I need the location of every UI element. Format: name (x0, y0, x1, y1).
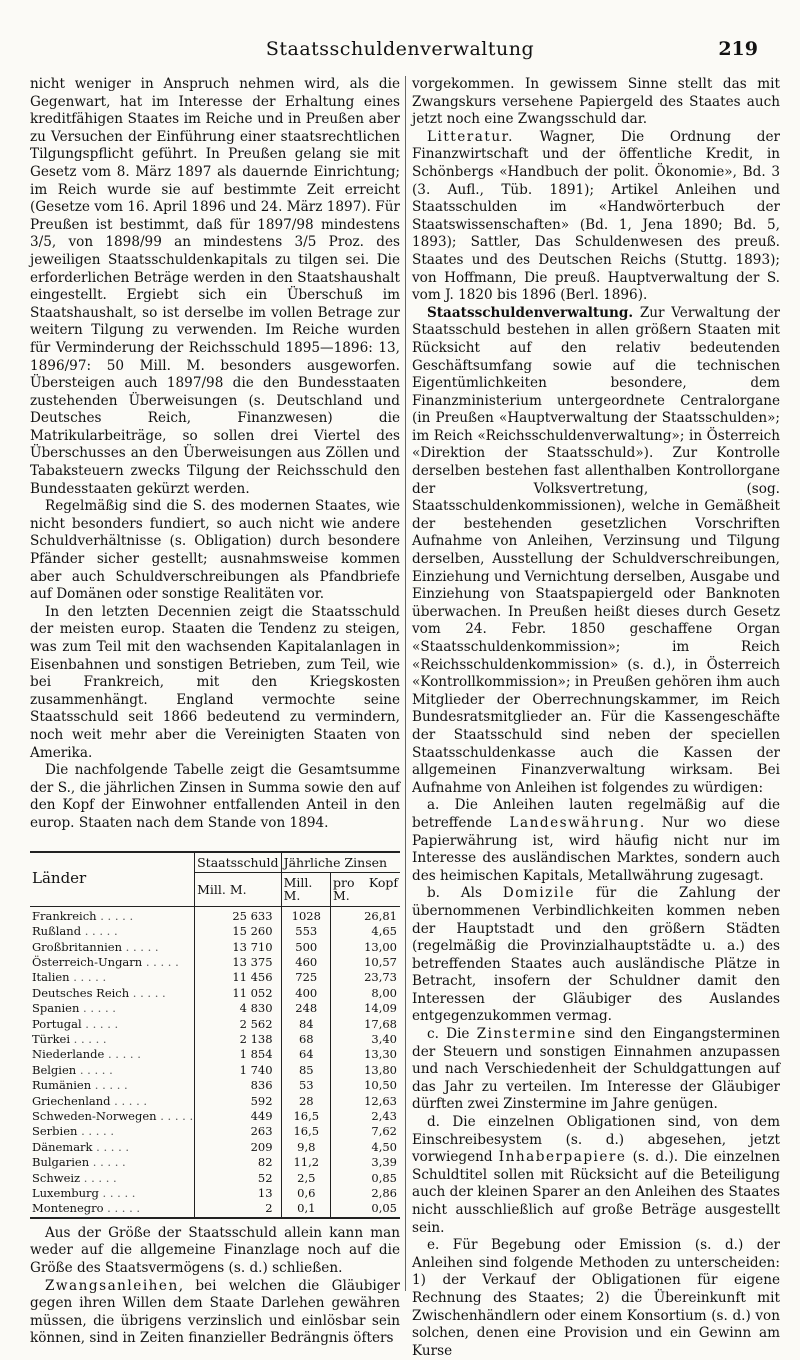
debt-cell: 263 (195, 1124, 281, 1139)
entry-text: Zur Verwaltung der Staatsschuld bestehen in allen größern Staaten mit Rücksicht auf den relativ bedeutenden Geschäftsumfang sowie auf die technischen Eigentümlichkeiten besondere, dem Finanzministerium untergeordnete Centralorgane (in Preußen «Hauptverwaltung der Staatsschulden»; im Reich «Reichsschuldenverwaltung»; in Österreich «Direktion der Staatsschuld»). Zur Kontrolle derselben bestehen fast allenthalben Kontrollorgane der Volksvertretung, (sog. Staatsschuldenkommissionen), welche in Gemäßheit der bestehenden gesetzlichen Vorschriften Aufnahme von Anleihen, Verzinsung und Tilgung derselben, Ausstellung der Schuldverschreibungen, Einziehung und Vernichtung derselben, Ausgabe und Einziehung von Staatspapiergeld oder Banknoten überwachen. In Preußen heißt dieses durch Gesetz vom 24. Febr. 1850 geschaffene Organ «Staatsschuldenkommission»; im Reich «Reichsschuldenkommission» (s. d.), in Österreich «Kontrollkommission»; in Preußen gehören ihm auch Mitglieder der Oberrechnungskammer, im Reich Bundesratsmitglieder an. Für die Kassengeschäfte der Staatsschuld sind neben der speciellen Staatsschuldenkasse auch die Kassen der allgemeinen Finanzverwaltung wirksam. Bei Aufnahme von Anleihen ist folgendes zu würdigen: (412, 304, 780, 796)
leader-dots: . . . . . (81, 924, 118, 939)
table-row (30, 955, 400, 970)
leader-dots: . . . . . (70, 1032, 107, 1046)
leader-dots: . . . . . (80, 1170, 117, 1185)
item-d-post: (s. d.). Die einzelnen Schuldtitel sollen mit Rücksicht auf die Beteiligung auch der kleinen Sparer an den Anleihen des Staates nicht ausschließlich auf große Beträge ausgestellt sein. (412, 1149, 780, 1236)
per-capita-cell: 17,68 (364, 1016, 397, 1031)
interest-cell: 84 (281, 1017, 330, 1032)
item-c (412, 1026, 780, 1114)
country-cell: Rumänien . . . . . (30, 1078, 195, 1093)
debt-cell: 2 (195, 1201, 281, 1217)
debt-cell: 2 138 (195, 1032, 281, 1047)
right-paragraph-1: vorgekommen. In gewissem Sinne stellt das mit Zwangskurs versehene Papiergeld des Staates auch jetzt noch eine Zwangsschuld dar. (412, 76, 780, 128)
interest-cell: 28 (281, 1094, 330, 1109)
debt-cell: 11 456 (195, 970, 281, 985)
table-row (30, 924, 400, 939)
leader-dots: . . . . . (103, 1201, 141, 1216)
table-header-zinsen: Jährliche Zinsen (281, 852, 400, 873)
leader-dots: . . . . . (81, 1016, 119, 1031)
debt-cell: 13 375 (195, 955, 281, 970)
column-divider (405, 76, 406, 1291)
table-header-staatsschuld: Staatsschuld (195, 852, 281, 873)
debt-cell: 836 (195, 1078, 281, 1093)
interest-cell: 1028 (281, 906, 330, 924)
interest-cell: 2,5 (281, 1171, 330, 1186)
leader-dots: . . . . . (79, 1001, 116, 1016)
debt-cell: 13 (195, 1186, 281, 1201)
per-capita-cell: 26,81 (364, 908, 397, 923)
literature-text: Wagner, Die Ordnung der Finanzwirtschaft und der öffentliche Kredit, in Schönbergs «Handbuch der polit. Ökonomie», Bd. 3 (3. Aufl., Tüb. 1891); Artikel Anleihen und Staatsschulden im «Handwörterbuch der Staatswissenschaften» (Bd. 1, Jena 1890; Bd. 5, 1893); Sattler, Das Schuldenwesen des preuß. Staates und des Deutschen Reichs (Stuttg. 1893); von Hoffmann, Die preuß. Hauptverwaltung der S. vom J. 1820 bis 1896 (Berl. 1896). (412, 128, 780, 304)
per-capita-cell: 3,40 (371, 1032, 397, 1046)
table-row (30, 1171, 400, 1186)
interest-cell: 460 (281, 955, 330, 970)
item-b-term: Domizile (502, 885, 576, 902)
item-a-term: Landeswährung (509, 814, 640, 831)
left-column (30, 76, 400, 1348)
per-capita-cell: 13,80 (364, 1062, 397, 1077)
per-capita-cell: 23,73 (364, 970, 397, 985)
country-cell: Serbien . . . . . (30, 1124, 195, 1139)
literature-paragraph (412, 129, 780, 305)
item-a-pre: a. Die Anleihen lauten regelmäßig auf die betreffende (412, 797, 780, 831)
country-cell: Montenegro . . . . . (30, 1201, 195, 1217)
country-cell: Schweden-Norwegen . . . . . (32, 1109, 194, 1124)
interest-cell: 16,5 (281, 1109, 330, 1124)
table-row (30, 1047, 400, 1062)
debt-cell: 1 854 (195, 1047, 281, 1062)
interest-cell: 53 (281, 1078, 330, 1093)
leader-dots: . . . . . (91, 1078, 128, 1093)
table-row (30, 1201, 400, 1217)
debt-cell: 11 052 (195, 986, 281, 1001)
per-capita-cell: 13,30 (364, 1047, 397, 1062)
interest-cell: 553 (281, 924, 330, 939)
running-title: Staatsschuldenverwaltung (265, 38, 535, 60)
table-row (30, 940, 400, 955)
interest-cell: 16,5 (281, 1124, 330, 1139)
country-cell: Frankreich . . . . . (30, 906, 195, 924)
debt-cell: 592 (195, 1094, 281, 1109)
country-cell: Luxemburg . . . . . (30, 1186, 195, 1201)
debt-cell: 82 (195, 1155, 281, 1170)
zwangsanleihen-term: Zwangsanleihen (44, 1277, 179, 1294)
country-cell: Portugal . . . . . (30, 1017, 195, 1032)
table-row (30, 1078, 400, 1093)
country-cell: Großbritannien . . . . . (30, 940, 195, 955)
debt-cell: 15 260 (195, 924, 281, 939)
table-row (30, 986, 400, 1001)
item-a-post: . Nur wo diese Papierwährung ist, wird häufig nicht nur im Interesse des ausländischen Marktes, sondern auch des heimischen Kapitals, Metallwährung zugesagt. (412, 814, 780, 884)
leader-dots: . . . . . (156, 1109, 194, 1124)
per-capita-cell: 2,43 (371, 1109, 397, 1124)
per-capita-cell: 2,86 (371, 1186, 397, 1201)
country-cell: Bulgarien . . . . . (30, 1155, 195, 1170)
per-capita-cell: 10,57 (364, 954, 397, 969)
per-capita-cell: 3,39 (371, 1155, 397, 1170)
literature-label: Litteratur. (426, 128, 514, 145)
country-cell: Belgien . . . . . (30, 1063, 195, 1078)
item-e: e. Für Begebung oder Emission (s. d.) der Anleihen sind folgende Methoden zu unterscheiden: 1) der Verkauf der Obligationen für eigene Rechnung des Staates; 2) die Übereinkunft mit Zwischenhändlern oder einem Konsortium (s. d.) von solchen, denen eine Provision und ein Gewinn am Kurse (412, 1237, 780, 1359)
left-paragraph-3: In den letzten Decennien zeigt die Staatsschuld der meisten europ. Staaten die Tendenz zu steigen, was zum Teil mit den wachsenden Kapitalanlagen in Eisenbahnen und sonstigen Betrieben, zum Teil, wie bei Frankreich, mit den Kriegskosten zusammenhängt. England vermochte seine Staatsschuld seit 1866 bedeutend zu vermindern, noch weit mehr aber die Vereinigten Staaten von Amerika. (30, 603, 400, 761)
debt-cell: 2 562 (195, 1017, 281, 1032)
table-row (30, 1109, 400, 1124)
per-capita-cell: 4,50 (371, 1139, 397, 1154)
table-subheader-2: Mill. M. (281, 872, 330, 906)
left-paragraph-5: Aus der Größe der Staatsschuld allein kann man weder auf die allgemeine Finanzlage noch auf die Größe des Staatsvermögens (s. d.) schließen. (30, 1224, 400, 1277)
debt-cell: 449 (195, 1109, 281, 1124)
per-capita-cell: 12,63 (364, 1093, 397, 1108)
interest-cell: 0,6 (281, 1186, 330, 1201)
leader-dots: . . . . . (129, 985, 166, 1000)
per-capita-cell: 14,09 (364, 1001, 397, 1016)
item-b-pre: b. Als (426, 885, 503, 902)
item-c-post: sind den Eingangsterminen der Steuern und sonstigen Einnahmen anzupassen und nach Verschiedenheit der Schuldgattungen auf das Jahr zu verteilen. Im Interesse der Gläubiger dürften zwei Zinstermine im Jahre genügen. (412, 1026, 780, 1113)
per-capita-cell: 8,00 (371, 985, 397, 1000)
interest-cell: 0,1 (281, 1201, 330, 1217)
table-row (30, 1155, 400, 1170)
country-cell: Niederlande . . . . . (30, 1047, 195, 1062)
country-cell: Schweiz . . . . . (30, 1171, 195, 1186)
table-header-laender: Länder (30, 852, 195, 907)
debt-cell: 52 (195, 1171, 281, 1186)
debt-cell: 4 830 (195, 1001, 281, 1016)
right-column (412, 76, 780, 1360)
entry-headword: Staatsschuldenverwaltung. (426, 304, 634, 321)
table-row (30, 1032, 400, 1047)
interest-cell: 400 (281, 986, 330, 1001)
interest-cell: 68 (281, 1032, 330, 1047)
item-b-post: für die Zahlung der übernommenen Verbindlichkeiten kommen neben der Hauptstadt und den größern Städten (regelmäßig die Provinzialhauptstädte u. a.) des betreffenden Staates auch ausländische Plätze in Betracht, insofern der Schuldner damit den Interessen der Gläubiger des Auslandes entgegenzukommen vermag. (412, 885, 780, 1025)
debt-cell: 25 633 (195, 906, 281, 924)
country-cell: Deutsches Reich . . . . . (30, 986, 195, 1001)
debt-cell: 13 710 (195, 940, 281, 955)
item-d-term: Inhaberpapiere (498, 1149, 627, 1166)
left-paragraph-6 (30, 1278, 400, 1348)
left-paragraph-6-text: , bei welchen die Gläubiger gegen ihren Willen dem Staate Darlehen gewähren müssen, die übrigens verzinslich und einlösbar sein können, sind in Zeiten finanzieller Bedrängnis öfters (30, 1277, 400, 1347)
table-body (30, 906, 400, 1218)
interest-cell: 85 (281, 1063, 330, 1078)
country-cell: Rußland . . . . . (30, 924, 195, 939)
table-row (30, 1094, 400, 1109)
interest-cell: 248 (281, 1001, 330, 1016)
table-row (30, 1063, 400, 1078)
country-cell: Dänemark . . . . . (30, 1140, 195, 1155)
item-c-pre: c. Die (426, 1026, 477, 1043)
table-row (30, 906, 400, 924)
leader-dots: . . . . . (96, 908, 134, 923)
leader-dots: . . . . . (89, 1155, 126, 1170)
item-b (412, 885, 780, 1026)
item-d-pre: d. Die einzelnen Obligationen sind, von dem Einschreibesystem (s. d.) abgesehen, jetzt vorwiegend (412, 1114, 780, 1166)
leader-dots: . . . . . (69, 970, 107, 985)
entry-paragraph (412, 305, 780, 798)
debt-cell: 1 740 (195, 1063, 281, 1078)
table-subheader-3: pro Kopf M. (331, 872, 401, 906)
country-cell: Italien . . . . . (30, 970, 195, 985)
state-debt-table (30, 851, 400, 1219)
interest-cell: 725 (281, 970, 330, 985)
running-head (0, 38, 800, 68)
table-row (30, 970, 400, 985)
page-number: 219 (718, 38, 758, 60)
per-capita-cell: 0,85 (371, 1170, 397, 1185)
country-cell: Griechenland . . . . . (30, 1094, 195, 1109)
interest-cell: 500 (281, 940, 330, 955)
table-row (30, 1124, 400, 1139)
table-row (30, 1140, 400, 1155)
leader-dots: . . . . . (98, 1186, 136, 1201)
left-paragraph-2: Regelmäßig sind die S. des modernen Staates, wie nicht besonders fundiert, so auch nicht wie andere Schuldverhältnisse (s. Obligation) durch besondere Pfänder sicher gestellt; ausnahmsweise kommen aber auch Schuldverschreibungen als Pfandbriefe auf Domänen oder sonstige Realitäten vor. (30, 498, 400, 603)
debt-cell: 209 (195, 1140, 281, 1155)
table-row (30, 1001, 400, 1016)
per-capita-cell: 4,65 (371, 924, 397, 939)
per-capita-cell: 0,05 (331, 1201, 401, 1217)
leader-dots: . . . . . (76, 1062, 113, 1077)
per-capita-cell: 7,62 (371, 1124, 397, 1139)
per-capita-cell: 13,00 (364, 939, 397, 954)
table-row (30, 1186, 400, 1201)
country-cell: Österreich-Ungarn . . . . . (30, 955, 195, 970)
table-row (30, 1017, 400, 1032)
leader-dots: . . . . . (104, 1047, 141, 1062)
interest-cell: 11,2 (281, 1155, 330, 1170)
leader-dots: . . . . . (110, 1093, 148, 1108)
leader-dots: . . . . . (122, 939, 159, 954)
leader-dots: . . . . . (92, 1139, 130, 1154)
table-subheader-1: Mill. M. (195, 872, 281, 906)
interest-cell: 9,8 (281, 1140, 330, 1155)
item-d (412, 1114, 780, 1237)
left-paragraph-4: Die nachfolgende Tabelle zeigt die Gesamtsumme der S., die jährlichen Zinsen in Summa sowie den auf den Kopf der Einwohner entfallenden Anteil in den europ. Staaten nach dem Stande von 1894. (30, 762, 400, 831)
leader-dots: . . . . . (142, 954, 179, 969)
leader-dots: . . . . . (77, 1124, 114, 1139)
country-cell: Türkei . . . . . (30, 1032, 195, 1047)
item-c-term: Zinstermine (476, 1026, 577, 1043)
left-paragraph-1: nicht weniger in Anspruch nehmen wird, als die Gegenwart, hat im Interesse der Erhaltung eines kreditfähigen Staates im Reiche und in Preußen aber zu Versuchen der Einführung einer staatsrechtlichen Tilgungspflicht geführt. In Preußen gelang sie mit Gesetz vom 8. März 1897 als dauernde Einrichtung; im Reich wurde sie auf bestimmte Zeit erreicht (Gesetze vom 16. April 1896 und 24. März 1897). Für Preußen ist bestimmt, daß für 1897/98 mindestens 3/5, von 1898/99 an mindestens 3/5 Proz. des jeweiligen Staatsschuldenkapitals zu tilgen sei. Die erforderlichen Beträge werden in den Staatshaushalt eingestellt. Ergiebt sich ein Überschuß im Staatshaushalt, so ist derselbe im vollen Betrage zur weitern Tilgung zu verwenden. Im Reiche wurden für Verminderung der Reichsschuld 1895—1896: 13, 1896/97: 50 Mill. M. besonders ausgeworfen. Übersteigen auch 1897/98 die den Bundesstaaten zustehenden Überweisungen (s. Deutschland und Deutsches Reich, Finanzwesen) die Matrikularbeiträge, so sollen drei Viertel des Überschusses an den Überweisungen aus Zöllen und Tabaksteuern zwecks Tilgung der Reichsschuld den Bundesstaaten gekürzt werden. (30, 76, 400, 497)
interest-cell: 64 (281, 1047, 330, 1062)
item-a (412, 797, 780, 885)
per-capita-cell: 10,50 (364, 1078, 397, 1093)
country-cell: Spanien . . . . . (30, 1001, 195, 1016)
